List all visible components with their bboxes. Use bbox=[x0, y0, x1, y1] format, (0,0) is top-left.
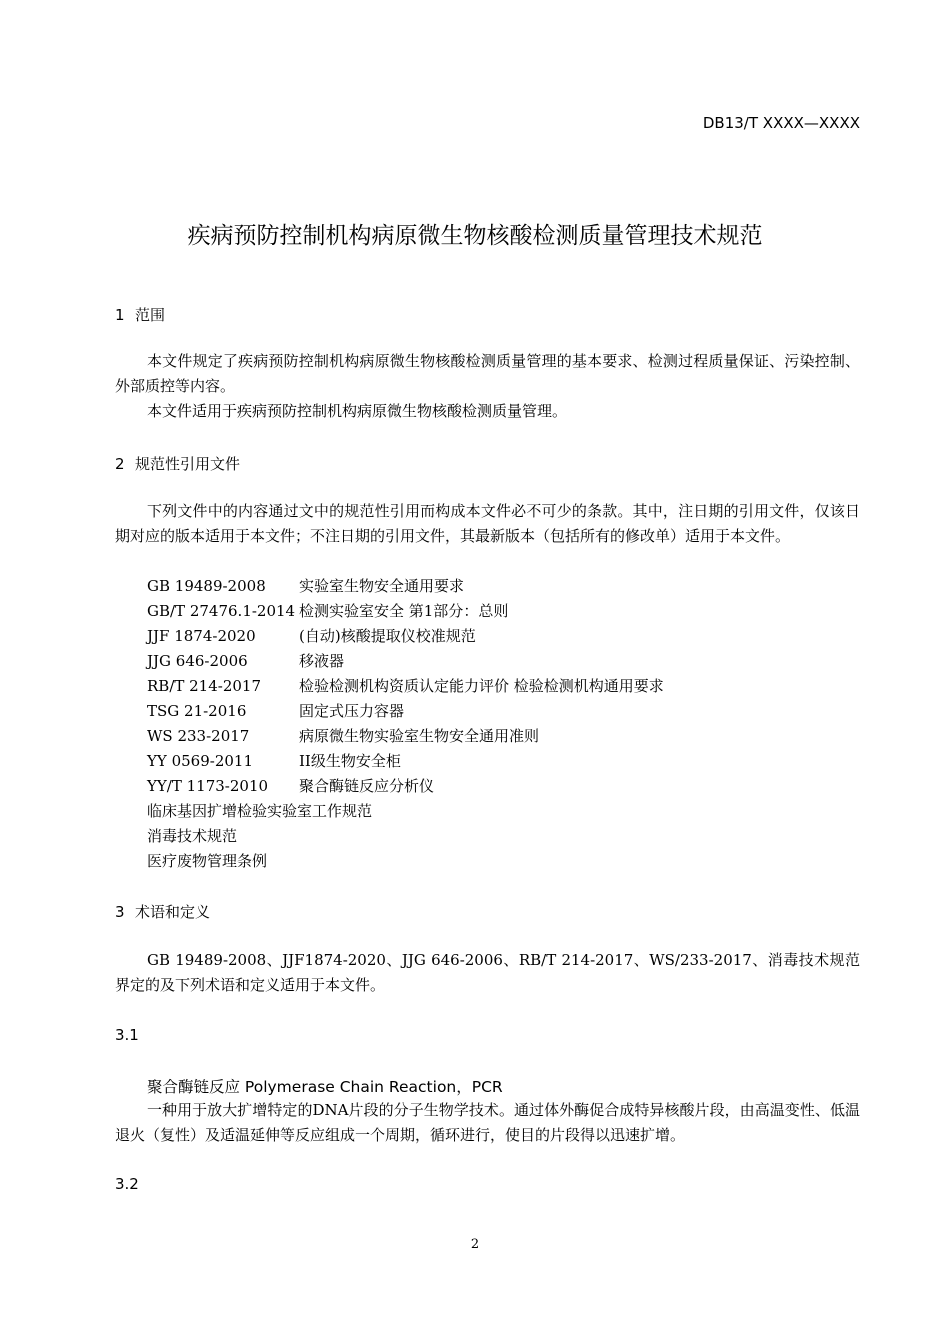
reference-name: 病原微生物实验室生物安全通用准则 bbox=[299, 727, 540, 745]
reference-item bbox=[147, 774, 434, 799]
reference-code: YY 0569-2011 bbox=[147, 752, 253, 770]
reference-item bbox=[147, 674, 664, 699]
reference-code: GB 19489-2008 bbox=[147, 577, 266, 595]
term-definition: 一种用于放大扩增特定的DNA片段的分子生物学技术。通过体外酶促合成特异核酸片段，由高温变性、低温退火（复性）及适温延伸等反应组成一个周期，循环进行，使目的片段得以迅速扩增。 bbox=[115, 1101, 860, 1144]
reference-name: (自动)核酸提取仪校准规范 bbox=[299, 627, 476, 645]
section-title: 术语和定义 bbox=[135, 903, 211, 921]
reference-name: 移液器 bbox=[299, 652, 345, 670]
section-number: 2 bbox=[115, 455, 125, 473]
reference-code: RB/T 214-2017 bbox=[147, 677, 262, 695]
section-heading-scope bbox=[115, 304, 165, 325]
reference-item: 消毒技术规范 bbox=[147, 827, 238, 845]
page-number: 2 bbox=[470, 1237, 480, 1252]
document-title: 疾病预防控制机构病原微生物核酸检测质量管理技术规范 bbox=[187, 223, 763, 249]
reference-code: GB/T 27476.1-2014 bbox=[147, 602, 296, 620]
section-number: 3 bbox=[115, 903, 125, 921]
reference-name: 检测实验室安全 第1部分：总则 bbox=[299, 602, 509, 620]
subsection-number: 3.2 bbox=[115, 1175, 139, 1193]
reference-item bbox=[147, 699, 404, 724]
paragraph: 下列文件中的内容通过文中的规范性引用而构成本文件必不可少的条款。其中，注日期的引用文件，仅该日期对应的版本适用于本文件；不注日期的引用文件，其最新版本（包括所有的修改单）适用于本文件。 bbox=[115, 502, 860, 545]
reference-item bbox=[147, 599, 508, 624]
reference-code: JJF 1874-2020 bbox=[147, 627, 256, 645]
section-title: 范围 bbox=[135, 306, 166, 324]
reference-item: 医疗废物管理条例 bbox=[147, 852, 268, 870]
section-number: 1 bbox=[115, 306, 125, 324]
reference-name: 检验检测机构资质认定能力评价 检验检测机构通用要求 bbox=[299, 677, 664, 695]
paragraph: GB 19489-2008、JJF1874-2020、JJG 646-2006、RB/T 214-2017、WS/233-2017、消毒技术规范界定的及下列术语和定义适用于本文件。 bbox=[115, 951, 860, 994]
reference-code: JJG 646-2006 bbox=[147, 652, 248, 670]
reference-item: 临床基因扩增检验实验室工作规范 bbox=[147, 802, 373, 820]
reference-code: WS 233-2017 bbox=[147, 727, 250, 745]
reference-name: 实验室生物安全通用要求 bbox=[299, 577, 465, 595]
reference-code: TSG 21-2016 bbox=[147, 702, 247, 720]
document-code: DB13/T XXXX—XXXX bbox=[702, 114, 860, 132]
reference-item bbox=[147, 649, 344, 674]
reference-item bbox=[147, 574, 464, 599]
term-title: 聚合酶链反应 Polymerase Chain Reaction，PCR bbox=[147, 1078, 503, 1096]
reference-name: 固定式压力容器 bbox=[299, 702, 405, 720]
reference-code: YY/T 1173-2010 bbox=[147, 777, 269, 795]
paragraph: 本文件适用于疾病预防控制机构病原微生物核酸检测质量管理。 bbox=[147, 402, 568, 420]
section-title: 规范性引用文件 bbox=[135, 455, 241, 473]
reference-name: 聚合酶链反应分析仪 bbox=[299, 777, 435, 795]
section-heading-terms bbox=[115, 901, 210, 922]
section-heading-references bbox=[115, 453, 240, 474]
reference-item bbox=[147, 624, 476, 649]
reference-item bbox=[147, 724, 539, 749]
subsection-number: 3.1 bbox=[115, 1026, 139, 1044]
reference-item bbox=[147, 749, 401, 774]
reference-name: II级生物安全柜 bbox=[299, 752, 401, 770]
paragraph: 本文件规定了疾病预防控制机构病原微生物核酸检测质量管理的基本要求、检测过程质量保证、污染控制、外部质控等内容。 bbox=[115, 352, 860, 395]
